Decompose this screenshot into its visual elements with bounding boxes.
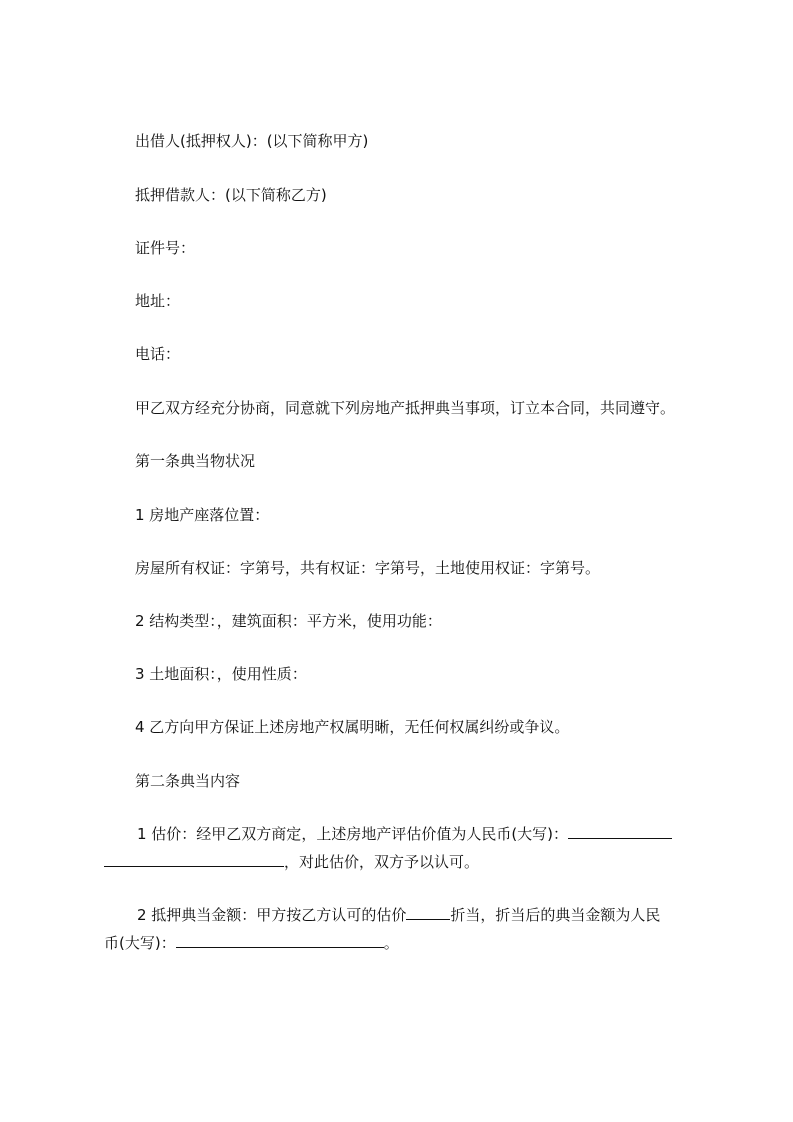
- discount-blank-field[interactable]: [406, 905, 450, 920]
- item-4-guarantee: 4 乙方向甲方保证上述房地产权属明晰，无任何权属纠纷或争议。: [135, 718, 570, 736]
- valuation-blank-field-cont[interactable]: [104, 852, 284, 867]
- id-number-line: 证件号：: [135, 239, 196, 257]
- item-1-location: 1 房地产座落位置：: [135, 506, 270, 524]
- valuation-text-end: ，对此估价，双方予以认可。: [284, 853, 480, 871]
- certificates-line: 房屋所有权证：字第号，共有权证：字第号，土地使用权证：字第号。: [135, 559, 601, 577]
- lender-line: 出借人(抵押权人)：(以下简称甲方): [135, 132, 369, 150]
- valuation-line-2: [104, 852, 479, 872]
- agreement-line: 甲乙双方经充分协商，同意就下列房地产抵押典当事项，订立本合同，共同遵守。: [135, 399, 676, 417]
- valuation-blank-field[interactable]: [568, 824, 672, 839]
- amount-line-1: [137, 905, 660, 925]
- address-line: 地址：: [135, 292, 181, 310]
- item-3-land: 3 土地面积：，使用性质：: [135, 665, 307, 683]
- article-1-title: 第一条典当物状况: [135, 452, 256, 470]
- amount-blank-field[interactable]: [176, 933, 384, 948]
- valuation-line-1: [137, 824, 672, 844]
- amount-text-mid: 折当，折当后的典当金额为人民: [450, 906, 661, 924]
- phone-line: 电话：: [135, 345, 181, 363]
- amount-line-2: [104, 933, 399, 953]
- item-2-structure: 2 结构类型：，建筑面积：平方米，使用功能：: [135, 612, 442, 630]
- article-2-title: 第二条典当内容: [135, 772, 241, 790]
- valuation-text: 1 估价：经甲乙双方商定，上述房地产评估价值为人民币(大写)：: [137, 825, 569, 843]
- amount-text-currency: 币(大写)：: [104, 934, 176, 952]
- borrower-line: 抵押借款人：(以下简称乙方): [135, 186, 327, 204]
- amount-text: 2 抵押典当金额：甲方按乙方认可的估价: [137, 906, 407, 924]
- amount-text-end: 。: [383, 934, 399, 952]
